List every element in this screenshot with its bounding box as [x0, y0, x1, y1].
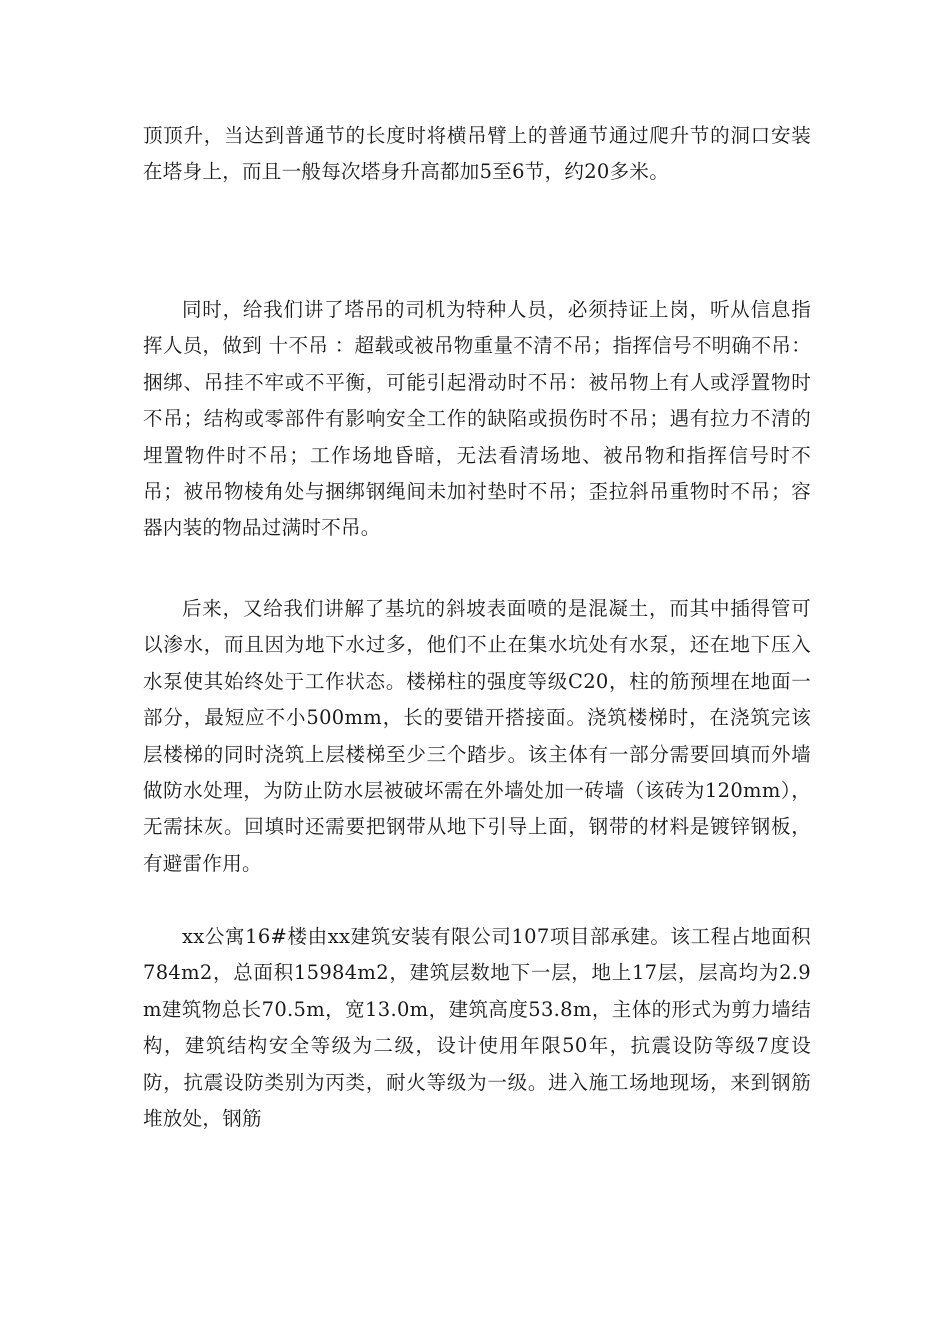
paragraph-ten-no-lift-rules: 同时，给我们讲了塔吊的司机为特种人员，必须持证上岗，听从信息指挥人员，做到 十不吊 ：超载或被吊物重量不清不吊；指挥信号不明确不吊：捆绑、吊挂不牢或不平衡，可能引起滑动时不吊：被吊物上有人或浮置物时不吊；结构或零部件有影响安全工作的缺陷或损伤时不吊；遇有拉力不清的埋置物件时不吊；工作场地昏暗，无法看清场地、被吊物和指挥信号时不吊；被吊物棱角处与捆绑钢绳间未加衬垫时不吊；歪拉斜吊重物时不吊；容器内装的物品过满时不吊。	[143, 298, 811, 540]
paragraph-tower-crane-climbing: 顶顶升，当达到普通节的长度时将横吊臂上的普通节通过爬升节的洞口安装在塔身上，而且一般每次塔身升高都加5至6节，约20多米。	[143, 124, 811, 184]
paragraph-foundation-pit-and-stairs: 后来，又给我们讲解了基坑的斜坡表面喷的是混凝土，而其中插得管可以渗水，而且因为地下水过多，他们不止在集水坑处有水泵，还在地下压入水泵使其始终处于工作状态。楼梯柱的强度等级C20，柱的筋预埋在地面一部分，最短应不小500mm，长的要错开搭接面。浇筑楼梯时，在浇筑完该层楼梯的同时浇筑上层楼梯至少三个踏步。该主体有一部分需要回填而外墙做防水处理，为防止防水层被破坏需在外墙处加一砖墙（该砖为120mm），无需抹灰。回填时还需要把钢带从地下引导上面，钢带的材料是镀锌钢板，有避雷作用。	[143, 597, 811, 875]
paragraph-project-overview: xx公寓16#楼由xx建筑安装有限公司107项目部承建。该工程占地面积784m2，总面积15984m2，建筑层数地下一层，地上17层，层高均为2.9m建筑物总长70.5m，宽13.0m，建筑高度53.8m，主体的形式为剪力墙结构，建筑结构安全等级为二级，设计使用年限50年，抗震设防等级7度设防，抗震设防类别为丙类，耐火等级为一级。进入施工场地现场，来到钢筋堆放处，钢筋	[143, 925, 811, 1131]
